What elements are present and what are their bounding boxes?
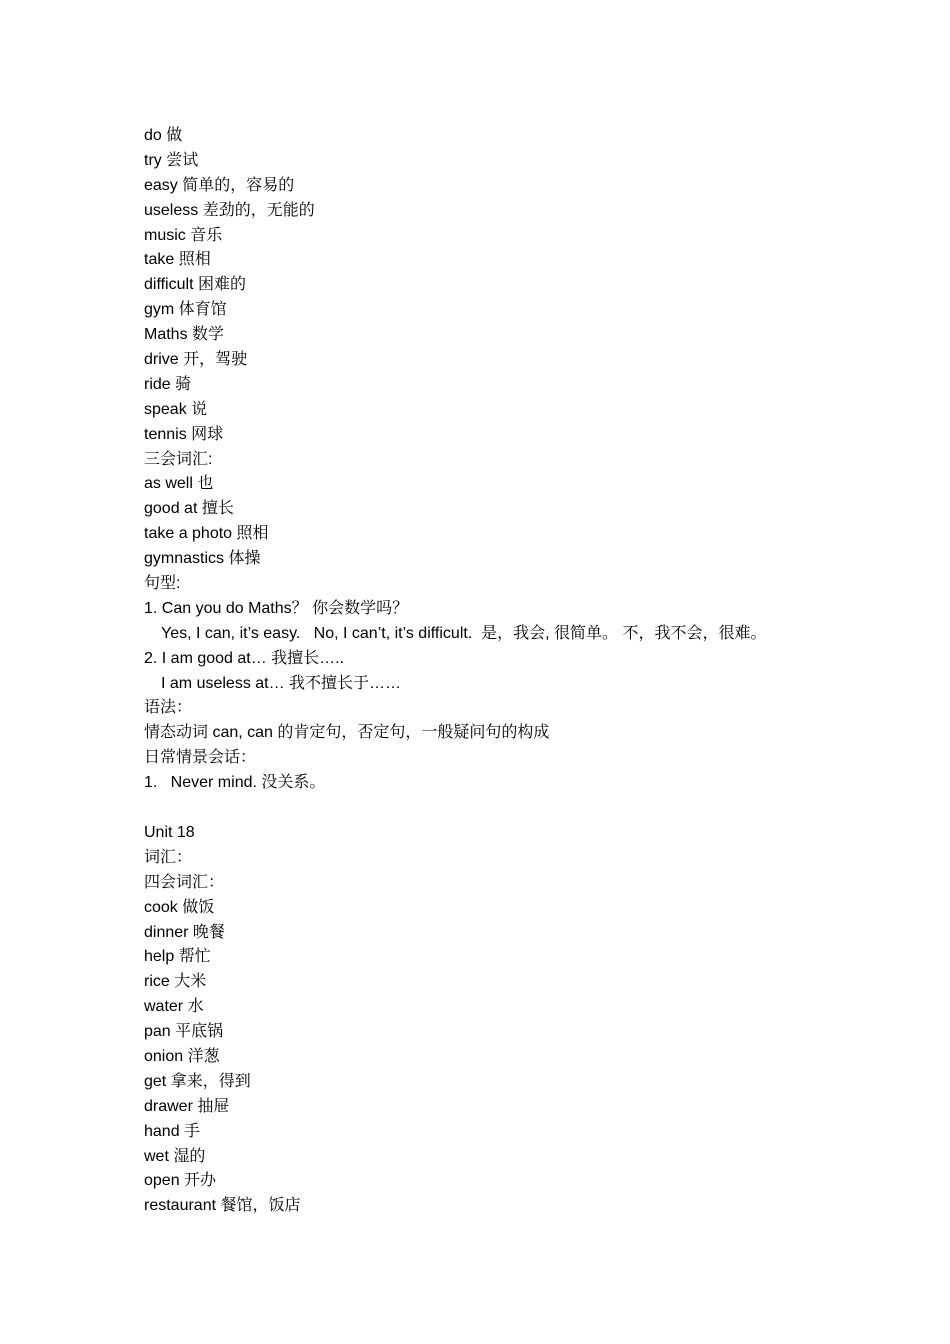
- vocab-line-pan: pan 平底锅: [144, 1023, 224, 1041]
- vocab-line-rice: rice 大米: [144, 973, 207, 991]
- section-heading-four-skill-vocab: 四会词汇：: [144, 873, 225, 891]
- vocab-line-get: get 拿来，得到: [144, 1072, 251, 1090]
- sentence-pattern-1: 1. Can you do Maths？ 你会数学吗？: [144, 599, 409, 617]
- vocab-line-good-at: good at 擅长: [144, 500, 234, 518]
- vocab-line-take-a-photo: take a photo 照相: [144, 525, 269, 543]
- vocab-line-gymnastics: gymnastics 体操: [144, 550, 261, 568]
- sentence-pattern-2-negative: I am useless at… 我不擅长于……: [161, 674, 402, 692]
- vocab-line-drawer: drawer 抽屉: [144, 1097, 230, 1115]
- vocab-line-ride: ride 骑: [144, 375, 192, 393]
- unit-title: Unit 18: [144, 823, 195, 841]
- vocab-line-dinner: dinner 晚餐: [144, 923, 225, 941]
- vocab-line-speak: speak 说: [144, 400, 208, 418]
- vocab-line-cook: cook 做饭: [144, 898, 215, 916]
- conversation-line-1: 1. Never mind. 没关系。: [144, 774, 326, 792]
- vocab-line-open: open 开办: [144, 1172, 217, 1190]
- sentence-pattern-2: 2. I am good at… 我擅长…..: [144, 649, 345, 667]
- blank-line: [144, 796, 904, 821]
- sentence-pattern-1-answer: Yes, I can, it’s easy. No, I can’t, it’s difficult. 是，我会, 很简单。 不，我不会，很难。: [161, 624, 767, 642]
- vocab-line-useless: useless 差劲的，无能的: [144, 201, 315, 219]
- vocab-line-difficult: difficult 困难的: [144, 276, 246, 294]
- vocab-line-restaurant: restaurant 餐馆，饭店: [144, 1197, 301, 1215]
- section-heading-sentence-patterns: 句型:: [144, 575, 181, 593]
- vocab-line-as-well: as well 也: [144, 475, 214, 493]
- vocab-line-tennis: tennis 网球: [144, 425, 224, 443]
- section-heading-three-skill-vocab: 三会词汇:: [144, 450, 213, 468]
- vocab-line-try: try 尝试: [144, 151, 199, 169]
- section-heading-grammar: 语法：: [144, 699, 193, 717]
- document-page: [144, 124, 904, 1219]
- vocab-line-wet: wet 湿的: [144, 1147, 206, 1165]
- vocab-line-help: help 帮忙: [144, 948, 211, 966]
- vocab-line-easy: easy 简单的，容易的: [144, 176, 295, 194]
- vocab-line-take: take 照相: [144, 251, 211, 269]
- vocab-line-onion: onion 洋葱: [144, 1047, 220, 1065]
- section-heading-vocabulary: 词汇：: [144, 848, 193, 866]
- vocab-line-hand: hand 手: [144, 1122, 201, 1140]
- grammar-note: 情态动词 can, can 的肯定句，否定句，一般疑问句的构成: [144, 724, 550, 742]
- vocab-line-water: water 水: [144, 998, 204, 1016]
- section-heading-daily-conversation: 日常情景会话：: [144, 749, 257, 767]
- vocab-line-drive: drive 开，驾驶: [144, 351, 248, 369]
- vocab-line-gym: gym 体育馆: [144, 301, 227, 319]
- vocab-line-music: music 音乐: [144, 226, 223, 244]
- vocab-line-do: do 做: [144, 127, 183, 144]
- vocab-line-maths: Maths 数学: [144, 326, 225, 344]
